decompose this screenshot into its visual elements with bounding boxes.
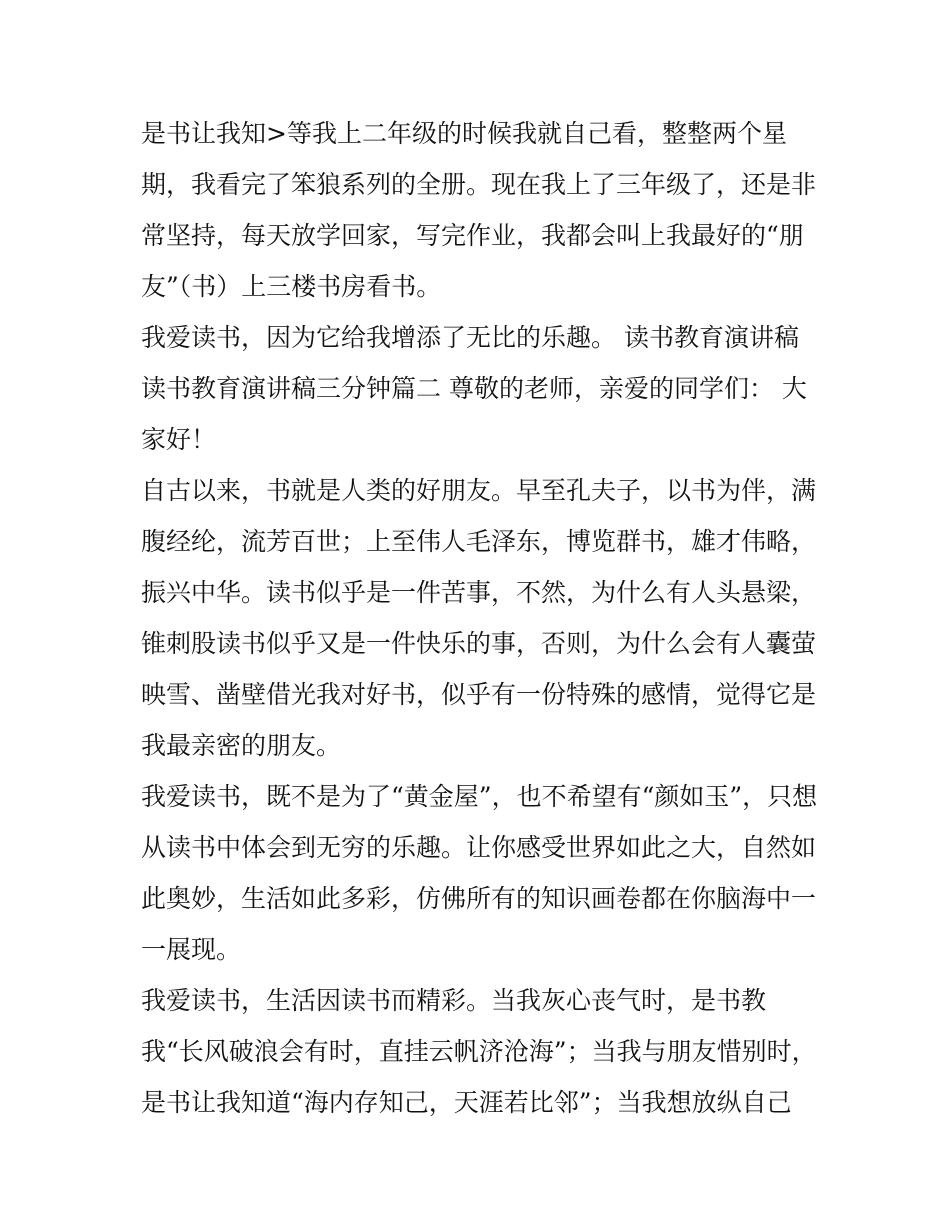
text-line: 映雪、凿壁借光我对好书，似乎有一份特殊的感情，觉得它是 xyxy=(141,680,817,709)
text-line: 腹经纶，流芳百世；上至伟人毛泽东，博览群书，雄才伟略， xyxy=(141,527,817,556)
text-line: 我最亲密的朋友。 xyxy=(141,731,342,760)
text-line: 常坚持，每天放学回家，写完作业，我都会叫上我最好的“朋 xyxy=(141,221,804,250)
text-line: 此奥妙，生活如此多彩，仿佛所有的知识画卷都在你脑海中一 xyxy=(141,884,817,913)
text-line: 是书让我知道“海内存知己，天涯若比邻”；当我想放纵自己 xyxy=(141,1088,792,1117)
text-line: 家好！ xyxy=(141,425,217,454)
text-line: 我爱读书，既不是为了“黄金屋”，也不希望有“颜如玉”，只想 xyxy=(141,782,818,811)
text-line: 自古以来，书就是人类的好朋友。早至孔夫子，以书为伴，满 xyxy=(141,476,817,505)
text-line: 是书让我知>等我上二年级的时候我就自己看，整整两个星 xyxy=(141,119,787,148)
text-line: 友”（书）上三楼书房看书。 xyxy=(141,272,442,301)
text-line: 我“长风破浪会有时，直挂云帆济沧海”；当我与朋友惜别时， xyxy=(141,1037,817,1066)
text-line: 读书教育演讲稿三分钟篇二 尊敬的老师，亲爱的同学们： 大 xyxy=(141,374,807,403)
text-line: 我爱读书，因为它给我增添了无比的乐趣。 读书教育演讲稿 xyxy=(141,323,799,352)
text-line: 一展现。 xyxy=(141,935,242,964)
text-line: 从读书中体会到无穷的乐趣。让你感受世界如此之大，自然如 xyxy=(141,833,817,862)
text-line: 我爱读书，生活因读书而精彩。当我灰心丧气时，是书教 xyxy=(141,986,767,1015)
text-line: 期，我看完了笨狼系列的全册。现在我上了三年级了，还是非 xyxy=(141,170,817,199)
text-line: 锥刺股读书似乎又是一件快乐的事，否则，为什么会有人囊萤 xyxy=(141,629,817,658)
text-line: 振兴中华。读书似乎是一件苦事，不然，为什么有人头悬梁， xyxy=(141,578,817,607)
body-text xyxy=(141,108,821,1128)
